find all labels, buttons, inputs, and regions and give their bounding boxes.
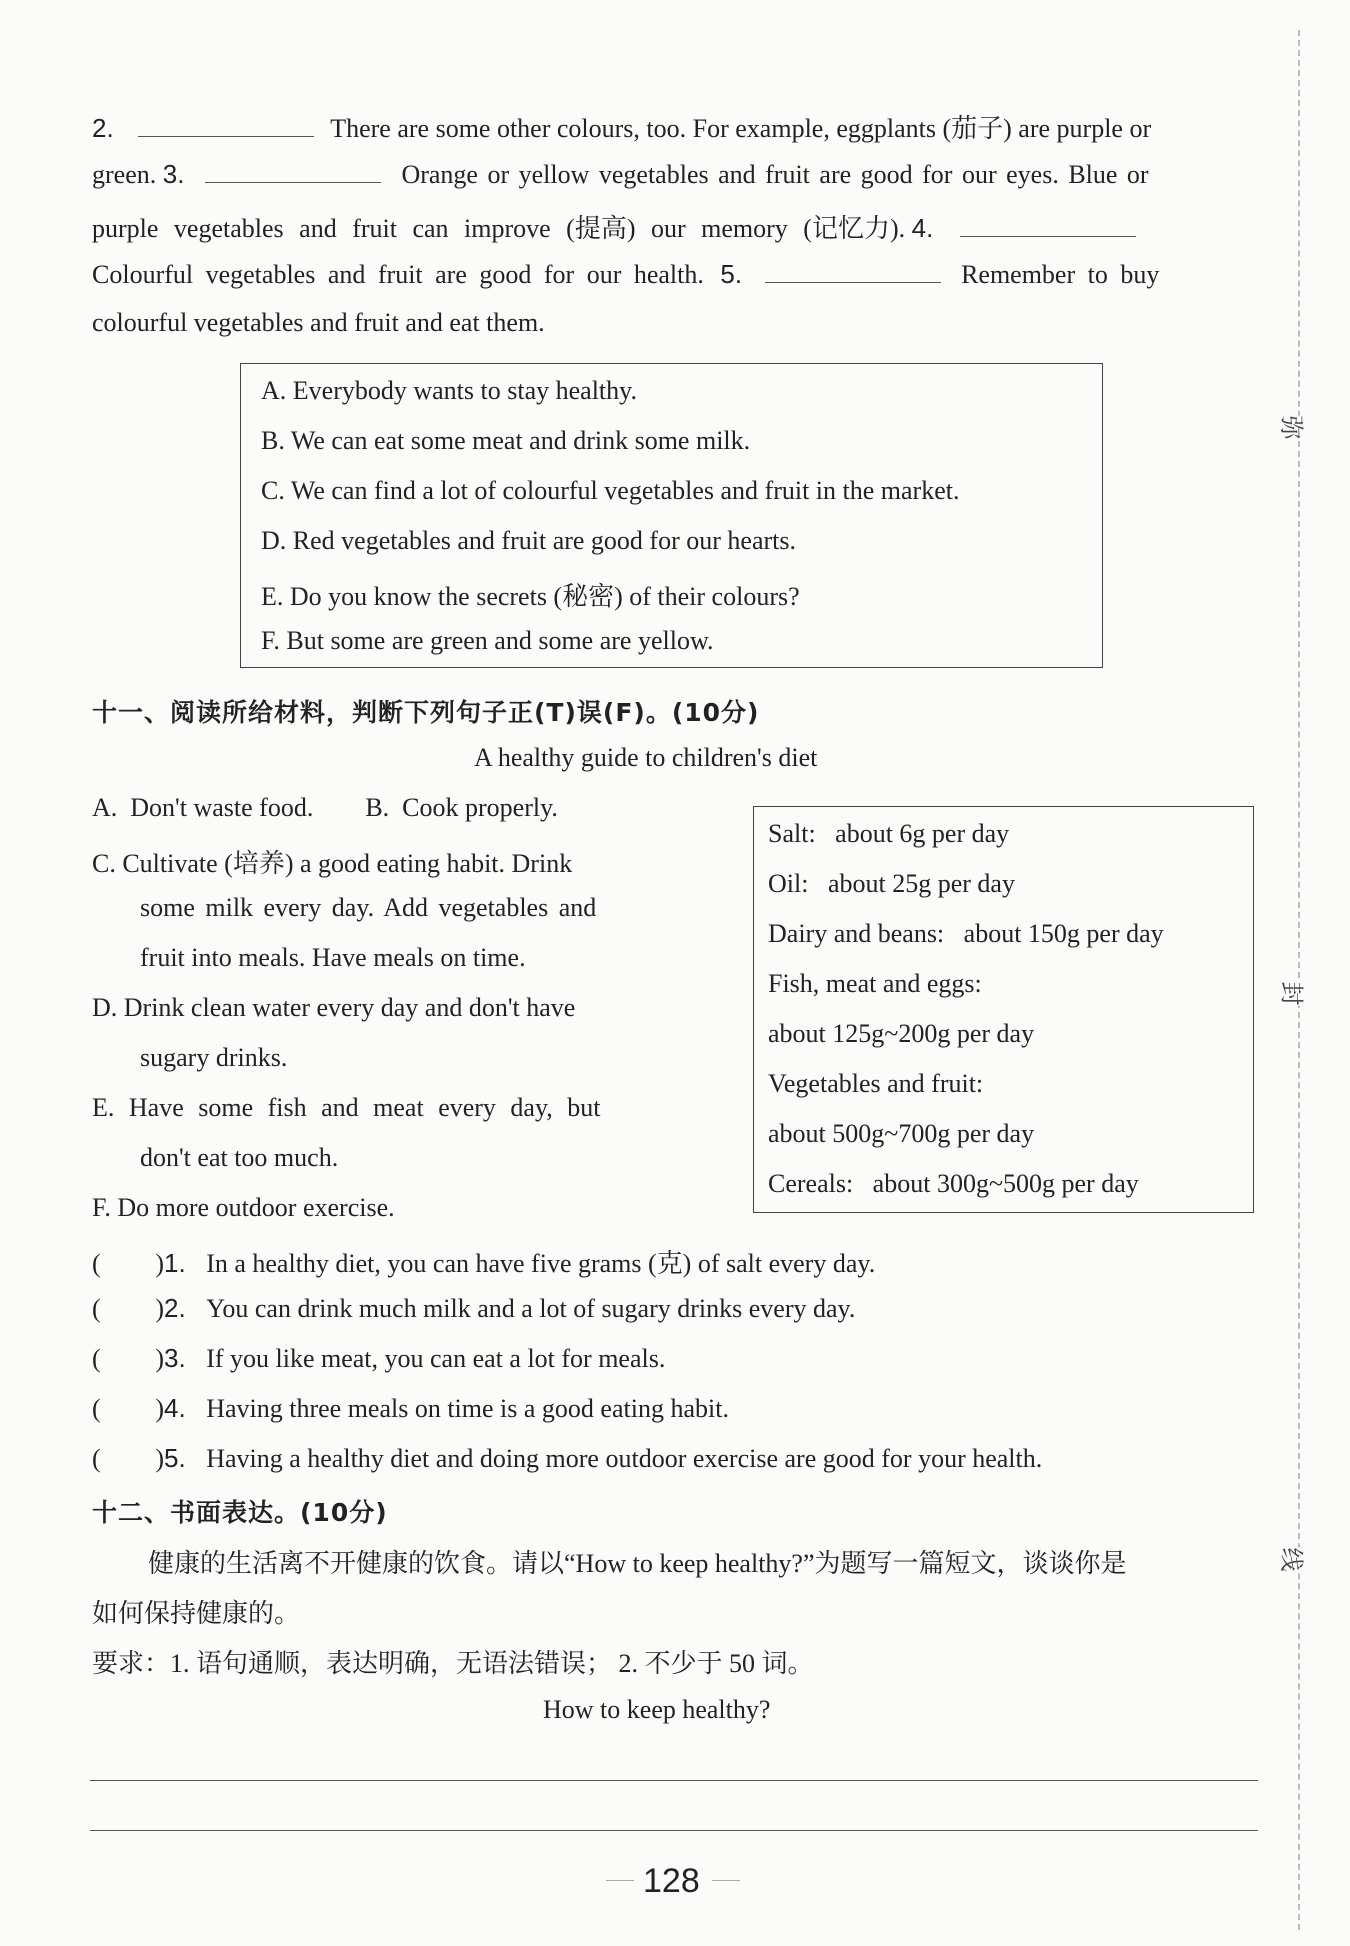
question-4: ( ) 4. Having three meals on time is a good eating habit. [92,1393,729,1423]
passage-line-4 [92,258,1159,290]
writing-requirements: 要求：1. 语句通顺，表达明确，无语法错误； 2. 不少于 50 词。 [92,1649,814,1678]
passage-line-1 [92,108,1254,145]
question-3: ( ) 3. If you like meat, you can eat a lot for meals. [92,1343,666,1373]
guide-line-c-3: fruit into meals. Have meals on time. [140,943,526,972]
intake-veg-label: Vegetables and fruit: [768,1069,984,1098]
intake-cereals: Cereals: about 300g~500g per day [768,1169,1139,1198]
passage-text: Remember to buy [961,260,1160,289]
blank-number-2: 2. [92,113,114,143]
writing-line-2[interactable] [90,1830,1258,1831]
guide-line-d-2: sugary drinks. [140,1043,288,1072]
passage-text: green. [92,160,157,189]
answer-bracket[interactable]: ( ) [92,1394,164,1423]
writing-title: How to keep healthy? [543,1695,771,1724]
option-d: D. Red vegetables and fruit are good for our hearts. [261,526,796,555]
margin-mark-mi: 弥 [1273,416,1316,440]
question-1: ( ) 1. In a healthy diet, you can have five grams (克) of salt every day. [92,1248,876,1278]
margin-mark-feng: 封 [1273,982,1316,1006]
intake-dairy: Dairy and beans: about 150g per day [768,919,1164,948]
options-box [240,363,1103,668]
page-number: 128 [643,1862,700,1900]
guide-line-c: C. Cultivate (培养) a good eating habit. Drink [92,849,573,878]
guide-line-d: D. Drink clean water every day and don't have [92,993,576,1022]
option-a: A. Everybody wants to stay healthy. [261,376,637,405]
option-e: E. Do you know the secrets (秘密) of their colours? [261,582,800,611]
section-11-heading: 十一、阅读所给材料，判断下列句子正(T)误(F)。(10分) [92,698,760,727]
option-c: C. We can find a lot of colourful vegetables and fruit in the market. [261,476,960,505]
option-f: F. But some are green and some are yellow. [261,626,714,655]
answer-blank-2[interactable] [138,112,314,137]
section-12-heading: 十二、书面表达。(10分) [92,1498,388,1527]
answer-bracket[interactable]: ( ) [92,1294,164,1323]
guide-line-a-b: A. Don't waste food. B. Cook properly. [92,793,558,822]
answer-blank-5[interactable] [765,258,941,283]
blank-number-4: 4. [911,213,934,243]
writing-prompt-line-1: 健康的生活离不开健康的饮食。请以“How to keep healthy?”为题写一篇短文，谈谈你是 [148,1549,1127,1578]
blank-number-3: 3. [162,159,185,189]
passage-line-2 [92,158,1149,190]
question-2: ( ) 2. You can drink much milk and a lot of sugary drinks every day. [92,1293,856,1323]
intake-box [753,806,1254,1213]
guide-line-e: E. Have some fish and meat every day, but [92,1093,601,1122]
answer-blank-4[interactable] [960,212,1136,237]
answer-blank-3[interactable] [205,158,381,183]
passage-text: Colourful vegetables and fruit are good for our health. [92,260,704,289]
passage-line-5: colourful vegetables and fruit and eat them. [92,308,545,337]
passage-text: purple vegetables and fruit can improve (提高) our memory (记忆力). [92,214,906,243]
margin-mark-xian: 线 [1273,1548,1316,1572]
intake-veg-value: about 500g~700g per day [768,1119,1035,1148]
binding-dashed-line [1298,30,1300,1930]
passage-text: There are some other colours, too. For example, eggplants (茄子) are purple or [330,114,1152,143]
passage-text: Orange or yellow vegetables and fruit are good for our eyes. Blue or [401,160,1149,189]
answer-bracket[interactable]: ( ) [92,1444,164,1473]
answer-bracket[interactable]: ( ) [92,1249,164,1278]
page-number-dash-left [606,1880,634,1881]
page-number-dash-right [712,1880,740,1881]
answer-bracket[interactable]: ( ) [92,1344,164,1373]
guide-line-e-2: don't eat too much. [140,1143,339,1172]
blank-number-5: 5. [720,259,743,289]
guide-line-c-2: some milk every day. Add vegetables and [140,893,597,922]
writing-line-1[interactable] [90,1780,1258,1781]
option-b: B. We can eat some meat and drink some milk. [261,426,751,455]
section-11-title: A healthy guide to children's diet [474,743,818,772]
question-5: ( ) 5. Having a healthy diet and doing more outdoor exercise are good for your health. [92,1443,1043,1473]
intake-fish-label: Fish, meat and eggs: [768,969,982,998]
writing-prompt-line-2: 如何保持健康的。 [92,1599,301,1628]
intake-salt: Salt: about 6g per day [768,819,1010,848]
guide-line-f: F. Do more outdoor exercise. [92,1193,395,1222]
intake-fish-value: about 125g~200g per day [768,1019,1035,1048]
passage-line-3 [92,208,1136,245]
intake-oil: Oil: about 25g per day [768,869,1015,898]
